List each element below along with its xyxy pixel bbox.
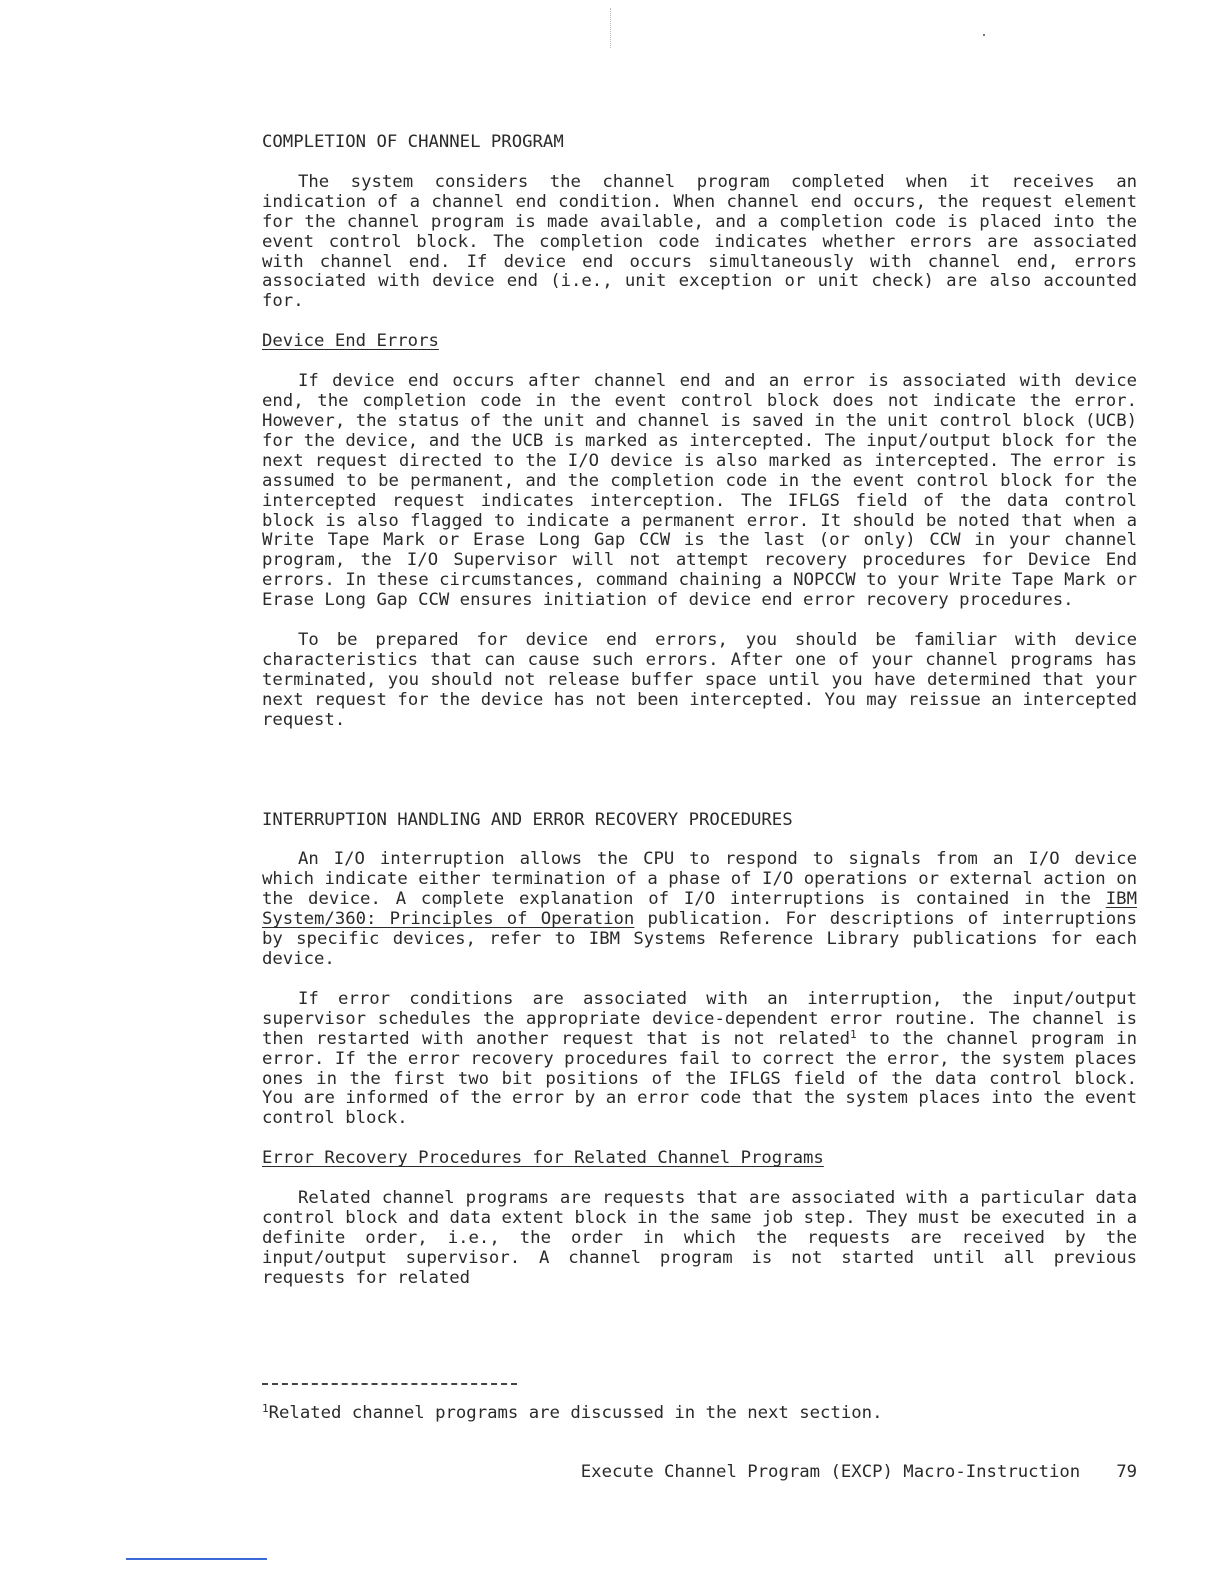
paragraph-error-text-a: If error conditions are associated with an interruption, the input/output supervisor schedules the appropriate device-dependent error routine. The channel is then restarted with another request that is not related <box>262 988 1137 1049</box>
page-body <box>262 133 1137 1289</box>
page-number: 79 <box>1116 1462 1137 1482</box>
section-heading-completion: COMPLETION OF CHANNEL PROGRAM <box>262 132 564 152</box>
footnote <box>262 1404 1137 1424</box>
paragraph-interruption-text-b: publication. For descriptions of interruptions by specific devices, refer to IBM Systems Reference Library publications for each device. <box>262 909 1137 969</box>
subheading-device-end-errors: Device End Errors <box>262 331 439 352</box>
page-footer <box>262 1463 1137 1483</box>
paragraph-device-end-preparation: To be prepared for device end errors, you should be familiar with device characteristics that can cause such errors. After one of your channel programs has terminated, you should not release buffer space until you have determined that your next request for the device has not been intercepted. You may reissue an intercepted request. <box>262 630 1137 730</box>
footnote-divider <box>262 1383 517 1385</box>
scan-dot <box>983 34 985 36</box>
scan-mark <box>610 8 612 48</box>
subheading-related-channel-programs: Error Recovery Procedures for Related Channel Programs <box>262 1148 824 1169</box>
paragraph-related-channel-programs: Related channel programs are requests that are associated with a particular data control block and data extent block in the same job step. They must be executed in a definite order, i.e., the order in which the requests are received by the input/output supervisor. A channel program is not started until all previous requests for related <box>262 1188 1137 1288</box>
paragraph-interruption <box>262 850 1137 969</box>
paragraph-interruption-text-a: An I/O interruption allows the CPU to respond to signals from an I/O device which indicate either termination of a phase of I/O operations or external action on the device. A complete explanation of I/O interruptions is contained in the <box>262 849 1137 910</box>
scan-edge-line <box>126 1558 267 1560</box>
paragraph-device-end-errors: If device end occurs after channel end and an error is associated with device end, the completion code in the event control block does not indicate the error. However, the status of the unit and channel is saved in the unit control block (UCB) for the device, and the UCB is marked as intercepted. The input/output block for the next request directed to the I/O device is also marked as intercepted. The error is assumed to be permanent, and the completion code in the event control block for the intercepted request indicates interception. The IFLGS field of the data control block is also flagged to indicate a permanent error. It should be noted that when a Write Tape Mark or Erase Long Gap CCW is the last (or only) CCW in your channel program, the I/O Supervisor will not attempt recovery procedures for Device End errors. In these circumstances, command chaining a NOPCCW to your Write Tape Mark or Erase Long Gap CCW ensures initiation of device end error recovery procedures. <box>262 371 1137 611</box>
section-heading-interruption: INTERRUPTION HANDLING AND ERROR RECOVERY PROCEDURES <box>262 809 793 830</box>
footer-title: Execute Channel Program (EXCP) Macro-Instruction <box>580 1462 1081 1482</box>
reference-principles-of-operation: IBM System/360: Principles of Operation <box>262 889 1137 930</box>
footnote-marker: 1 <box>262 1402 269 1415</box>
footnote-text: Related channel programs are discussed in the next section. <box>268 1403 883 1423</box>
paragraph-error-conditions <box>262 990 1137 1129</box>
section-gap <box>262 751 1137 811</box>
paragraph-completion: The system considers the channel program completed when it receives an indication of a channel end condition. When channel end occurs, the request element for the channel program is made available, and a completion code is placed into the event control block. The completion code indicates whether errors are associated with channel end. If device end occurs simultaneously with channel end, errors associated with device end (i.e., unit exception or unit check) are also accounted for. <box>262 171 1137 312</box>
paragraph-error-text-b: to the channel program in error. If the error recovery procedures fail to correct the error, the system places ones in the first two bit positions of the IFLGS field of the data control block. You are informed of the error by an error code that the system places into the event control block. <box>262 1028 1137 1129</box>
footnote-reference: 1 <box>850 1027 857 1041</box>
